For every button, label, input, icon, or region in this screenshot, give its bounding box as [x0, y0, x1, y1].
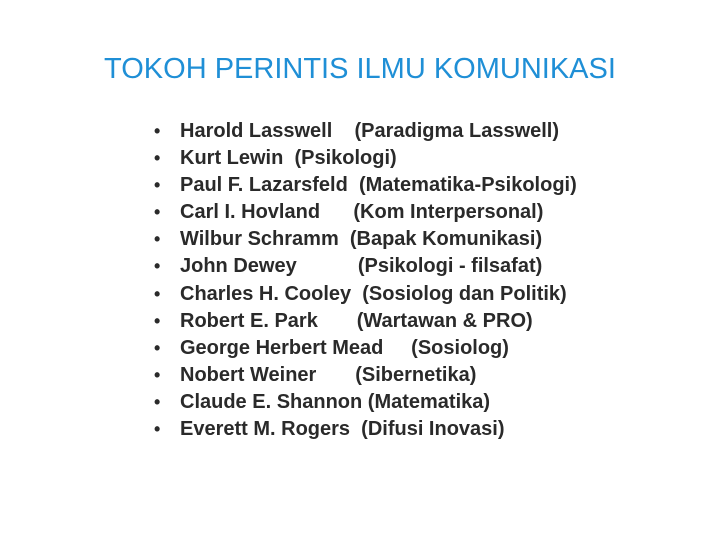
list-item [154, 199, 577, 226]
list-item [154, 253, 577, 280]
list-item [154, 281, 577, 308]
list-item [154, 362, 577, 389]
list-item-text: John Dewey (Psikologi - filsafat) [180, 255, 543, 278]
bullet-icon: • [154, 202, 161, 223]
slide-title: TOKOH PERINTIS ILMU KOMUNIKASI [104, 53, 616, 85]
bullet-icon: • [154, 337, 161, 358]
list-item-text: Paul F. Lazarsfeld (Matematika-Psikologi) [180, 174, 577, 197]
bullet-icon: • [154, 175, 161, 196]
bullet-icon: • [154, 419, 161, 440]
list-item [154, 416, 577, 443]
list-item-text: Claude E. Shannon (Matematika) [180, 390, 491, 413]
bullet-icon: • [154, 364, 161, 385]
list-item-text: Nobert Weiner (Sibernetika) [180, 363, 477, 386]
list-item [154, 118, 577, 145]
list-item-text: George Herbert Mead (Sosiolog) [180, 336, 509, 359]
bullet-icon: • [154, 148, 161, 169]
bullet-icon: • [154, 310, 161, 331]
list-item-text: Wilbur Schramm (Bapak Komunikasi) [180, 228, 543, 251]
list-item [154, 308, 577, 335]
list-item [154, 145, 577, 172]
list-item [154, 335, 577, 362]
list-item [154, 172, 577, 199]
list-item-text: Charles H. Cooley (Sosiolog dan Politik) [180, 282, 567, 305]
bullet-icon: • [154, 229, 161, 250]
list-item [154, 226, 577, 253]
list-item-text: Harold Lasswell (Paradigma Lasswell) [180, 120, 560, 142]
pioneer-list [154, 118, 577, 443]
bullet-icon: • [154, 283, 161, 304]
list-item-text: Carl I. Hovland (Kom Interpersonal) [180, 201, 544, 224]
bullet-icon: • [154, 121, 161, 141]
bullet-icon: • [154, 256, 161, 277]
list-item-text: Everett M. Rogers (Difusi Inovasi) [180, 418, 505, 441]
list-item-text: Robert E. Park (Wartawan & PRO) [180, 309, 533, 332]
list-item [154, 389, 577, 416]
bullet-icon: • [154, 391, 161, 412]
list-item-text: Kurt Lewin (Psikologi) [180, 147, 397, 170]
